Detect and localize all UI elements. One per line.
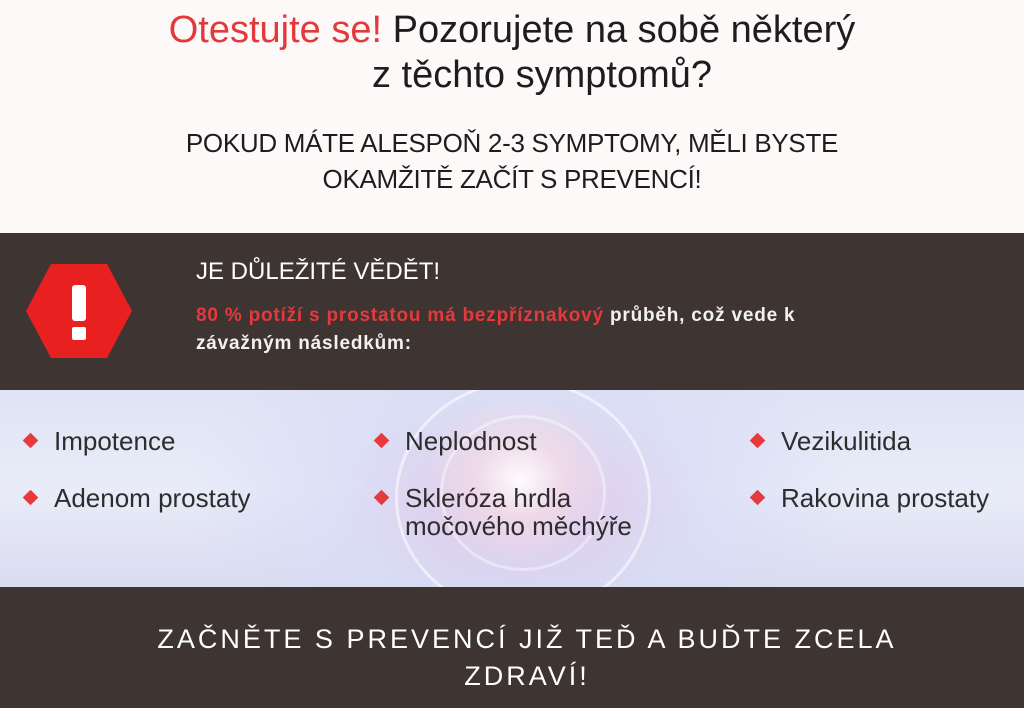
- page-title: [0, 8, 1024, 98]
- headline-rest: Pozorujete na sobě některý: [392, 9, 856, 51]
- cta-line2: ZDRAVÍ!: [464, 661, 590, 691]
- list-item: Vezikulitida: [781, 427, 911, 455]
- list-item: Neplodnost: [405, 427, 537, 455]
- header-section: [0, 0, 1024, 233]
- diamond-bullet-icon: [750, 433, 766, 449]
- symptoms-section: [0, 390, 1024, 587]
- warning-text-rest2: závažným následkům:: [196, 333, 412, 354]
- headline-line2: z těchto symptomů?: [371, 54, 713, 96]
- diamond-bullet-icon: [23, 433, 39, 449]
- diamond-bullet-icon: [23, 490, 39, 506]
- warning-highlight: 80 % potíží s prostatou má bezpříznakový: [196, 305, 604, 326]
- warning-text-rest1: průběh, což vede k: [609, 305, 796, 326]
- cta-section: [0, 587, 1024, 708]
- warning-text: [196, 302, 966, 358]
- headline-red: Otestujte se!: [168, 9, 383, 51]
- list-item: Rakovina prostaty: [781, 484, 989, 512]
- diamond-bullet-icon: [750, 490, 766, 506]
- list-item: Adenom prostaty: [54, 484, 251, 512]
- cta-line1: ZAČNĚTE S PREVENCÍ JIŽ TEĎ A BUĎTE ZCELA: [157, 624, 897, 654]
- warning-title: JE DŮLEŽITÉ VĚDĚT!: [196, 258, 441, 285]
- subtitle: [0, 125, 1024, 197]
- warning-hexagon-icon: [24, 261, 134, 361]
- cta-text: [140, 621, 914, 695]
- diamond-bullet-icon: [374, 490, 390, 506]
- subtitle-line1: POKUD MÁTE ALESPOŇ 2-3 SYMPTOMY, MĚLI BYSTE: [185, 128, 839, 158]
- subtitle-line2: OKAMŽITĚ ZAČÍT S PREVENCÍ!: [322, 164, 702, 194]
- warning-section: [0, 233, 1024, 390]
- list-item: Skleróza hrdla močového měchýře: [405, 484, 632, 540]
- list-item: Impotence: [54, 427, 175, 455]
- diamond-bullet-icon: [374, 433, 390, 449]
